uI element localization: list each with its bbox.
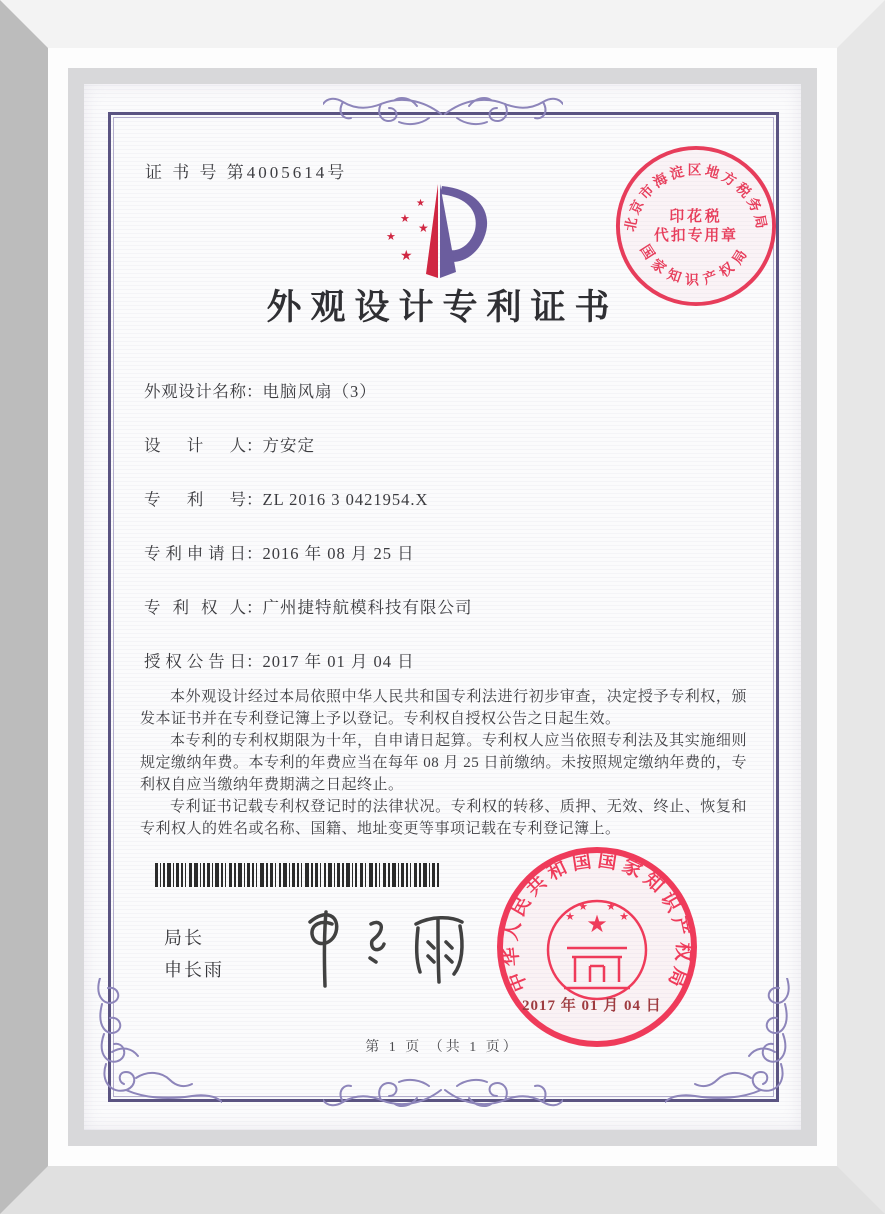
field-application-date <box>144 540 415 564</box>
star-icon: ★ <box>399 249 413 264</box>
field-label: 授权公告日 <box>144 652 246 671</box>
handwritten-signature <box>266 894 476 994</box>
signer-name: 申长雨 <box>164 960 224 980</box>
field-label: 外观设计名称 <box>144 382 246 401</box>
frame-mat-white <box>48 48 837 1166</box>
star-icon: ★ <box>417 221 429 235</box>
field-design-name <box>144 378 377 402</box>
legal-paragraph: 本外观设计经过本局依照中华人民共和国专利法进行初步审查，决定授予专利权，颁发本证书并在专利登记簿上予以登记。专利权自授权公告之日起生效。 <box>140 689 747 727</box>
tax-seal-top-arc-text: 北京市海淀区地方税务局 <box>622 162 770 233</box>
star-icon: ★ <box>606 901 616 913</box>
field-label: 专利权人 <box>144 598 246 617</box>
seal-ring-text: 中华人民共和国国家知识产权局 <box>500 850 694 995</box>
field-value: 2016 年 08 月 25 日 <box>262 544 415 563</box>
tax-seal-center-line1: 印花税 <box>669 209 723 226</box>
field-label: 专利号 <box>144 490 246 509</box>
legal-paragraph: 本专利的专利权期限为十年，自申请日起算。专利权人应当依照专利法及其实施细则规定缴纳年费。本专利的年费应当在每年 08 月 25 日前缴纳。未按照规定缴纳年费的，专利权自应当缴纳年费期满之日起终止。 <box>140 733 748 793</box>
field-patent-number <box>144 486 428 510</box>
field-colon: ： <box>246 436 263 455</box>
field-colon: ： <box>246 490 263 509</box>
field-colon: ： <box>246 652 263 671</box>
tax-seal-center-line2: 代扣专用章 <box>654 227 738 244</box>
barcode <box>155 863 440 887</box>
national-ip-office-seal <box>492 842 702 1052</box>
star-icon: ★ <box>565 911 575 923</box>
certificate-paper <box>84 84 801 1130</box>
page-number-footer: 第 1 页 （共 1 页） <box>365 1040 520 1055</box>
field-value: 广州捷特航模科技有限公司 <box>262 598 473 617</box>
certificate-title: 外观设计专利证书 <box>266 288 619 327</box>
logo-spire-right <box>440 184 456 278</box>
field-colon: ： <box>246 544 263 563</box>
legal-paragraph: 专利证书记载专利权登记时的法律状况。专利权的转移、质押、无效、终止、恢复和专利权人的姓名或名称、国籍、地址变更等事项记载在专利登记簿上。 <box>140 799 747 837</box>
field-value: ZL 2016 3 0421954.X <box>262 490 429 509</box>
field-grant-date <box>144 648 415 672</box>
star-icon: ★ <box>385 231 396 243</box>
field-value: 方安定 <box>262 436 315 455</box>
field-value: 电脑风扇（3） <box>262 382 377 401</box>
star-icon: ★ <box>578 901 588 913</box>
certificate-number: 证 书 号 第4005614号 <box>145 163 348 182</box>
field-colon: ： <box>246 598 263 617</box>
field-patentee <box>144 594 473 618</box>
star-icon: ★ <box>399 213 410 225</box>
tax-seal-bottom-arc-text: 国家知识产权局 <box>637 242 753 288</box>
frame-mat-gray <box>68 68 817 1146</box>
top-center-flourish-ornament <box>323 92 563 134</box>
patent-office-logo <box>380 180 506 288</box>
seal-date: 2017 年 01 月 04 日 <box>522 998 662 1014</box>
star-icon: ★ <box>619 911 629 923</box>
field-colon: ： <box>246 382 263 401</box>
field-designer <box>144 432 315 456</box>
bottom-center-flourish-ornament <box>323 1070 563 1112</box>
legal-text-block <box>140 686 747 840</box>
field-label: 专利申请日 <box>144 544 246 563</box>
field-label: 设计人 <box>144 436 246 455</box>
field-value: 2017 年 01 月 04 日 <box>262 652 415 671</box>
star-icon: ★ <box>415 198 425 209</box>
star-icon: ★ <box>586 912 608 938</box>
signer-title: 局长 <box>164 928 204 948</box>
